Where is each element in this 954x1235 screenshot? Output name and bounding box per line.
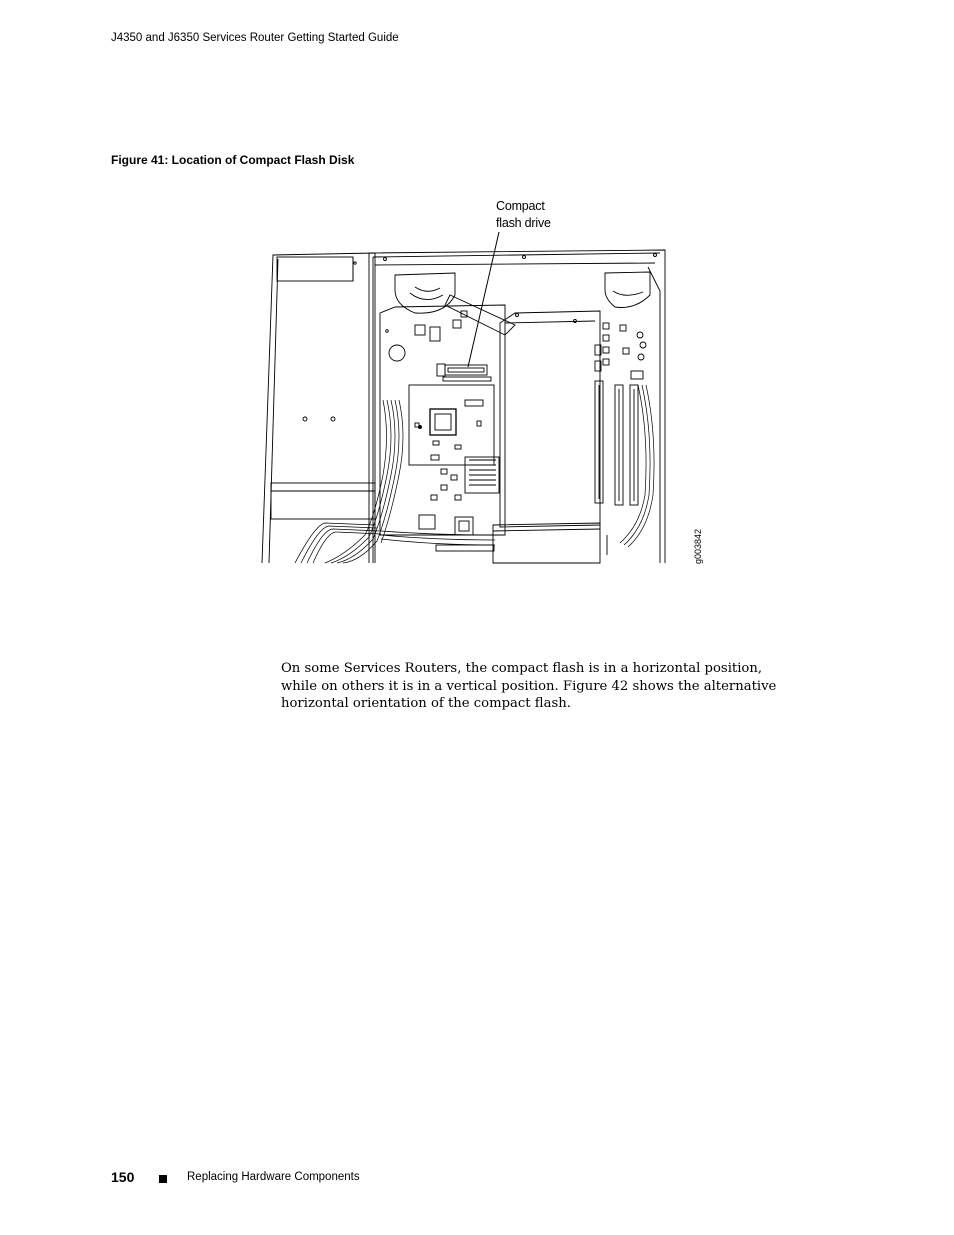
- fan-right: [605, 272, 650, 308]
- router-chassis-illustration: [255, 195, 715, 575]
- chassis-outline: [369, 250, 665, 563]
- power-supply: [262, 253, 375, 563]
- footer-separator-square: [159, 1175, 167, 1183]
- figure-id: g003842: [693, 528, 703, 564]
- body-paragraph: On some Services Routers, the compact flash is in a horizontal position, while on others it is in a vertical position. Figure 42 shows the alternative horizontal orientation of the compact flash.: [281, 661, 777, 711]
- figure-caption: Figure 41: Location of Compact Flash Disk: [111, 153, 355, 167]
- footer-section-title: Replacing Hardware Components: [187, 1171, 360, 1183]
- callout-label-line-2: flash drive: [496, 216, 551, 230]
- page-number: 150: [111, 1169, 135, 1185]
- memory-slots: [595, 323, 646, 505]
- callout-label-line-1: Compact: [496, 199, 545, 213]
- compact-flash-slot: [443, 365, 491, 381]
- module-cover: [493, 311, 607, 563]
- page-header: J4350 and J6350 Services Router Getting Started Guide: [111, 32, 399, 44]
- figure: [255, 195, 715, 575]
- cable-bundle-right: [620, 385, 654, 547]
